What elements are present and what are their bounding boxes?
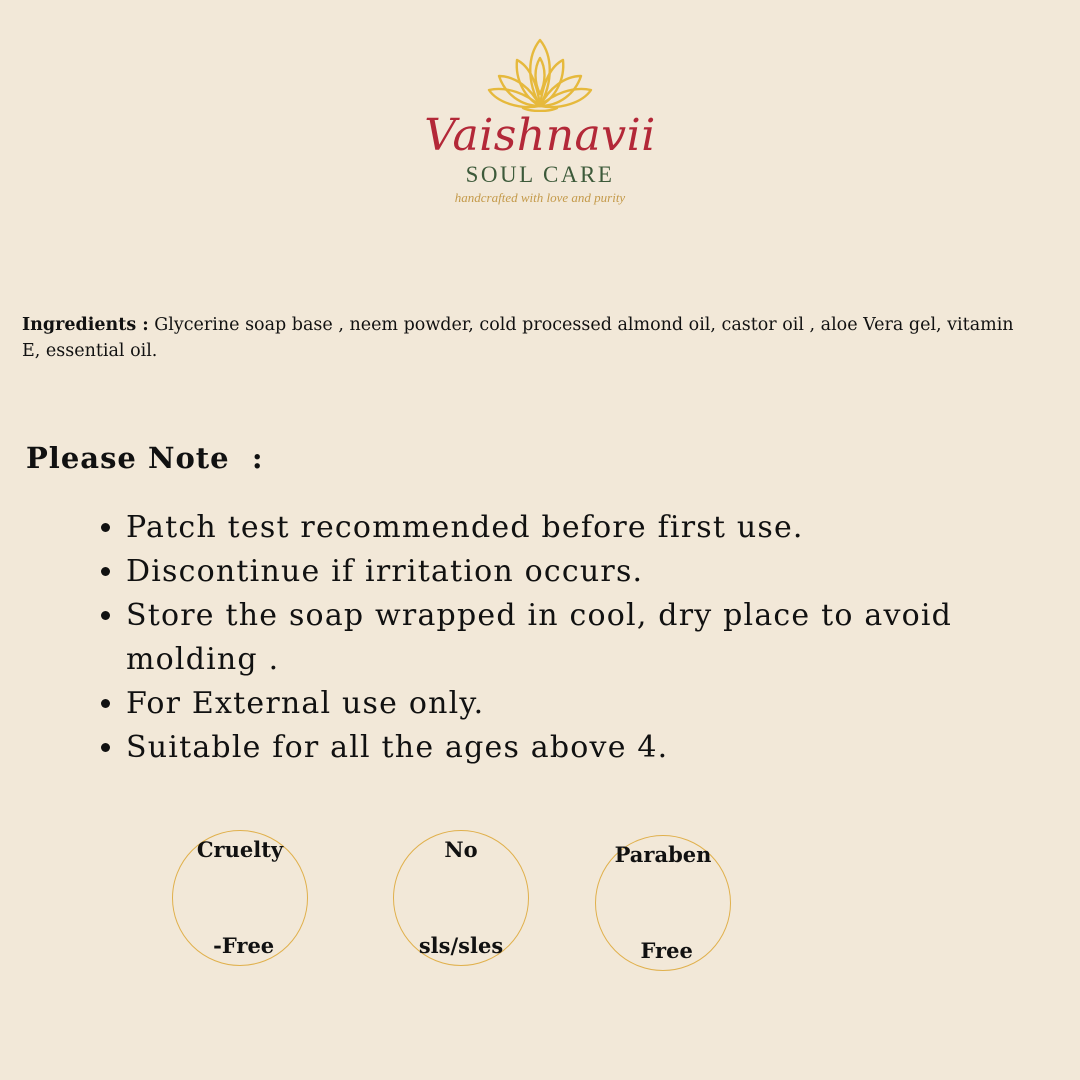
cruelty-free-badge: [172, 830, 308, 966]
paraben-free-badge: [595, 835, 731, 971]
ingredients-text: [22, 312, 1022, 364]
badge-line: Paraben: [614, 842, 712, 867]
brand-tagline: handcrafted with love and purity: [454, 190, 626, 205]
badge-line: -Free: [205, 933, 275, 958]
ingredients-list: Glycerine soap base , neem powder, cold processed almond oil, castor oil , aloe Vera gel, vitamin E, essential oil.: [22, 315, 1014, 361]
ingredients-label: Ingredients :: [22, 315, 149, 335]
list-item: • Patch test recommended before first use.: [126, 506, 1080, 550]
list-item: • Store the soap wrapped in cool, dry place to avoid molding .: [126, 594, 1080, 682]
brand-logo: [0, 36, 1080, 206]
brand-subtitle: SOUL CARE: [465, 162, 615, 187]
lotus-icon: [485, 36, 595, 112]
badge-line: No: [444, 837, 478, 862]
no-sls-badge: [393, 830, 529, 966]
list-item: • Discontinue if irritation occurs.: [126, 550, 1080, 594]
list-item: • Suitable for all the ages above 4.: [126, 726, 1080, 770]
badge-line: Cruelty: [196, 837, 284, 862]
brand-name: Vaishnavii: [424, 110, 656, 161]
note-title: Please Note :: [26, 441, 264, 475]
list-item: • For External use only.: [126, 682, 1080, 726]
badge-line: sls/sles: [418, 933, 504, 958]
notes-list: [74, 506, 1080, 770]
badge-line: Free: [633, 938, 693, 963]
